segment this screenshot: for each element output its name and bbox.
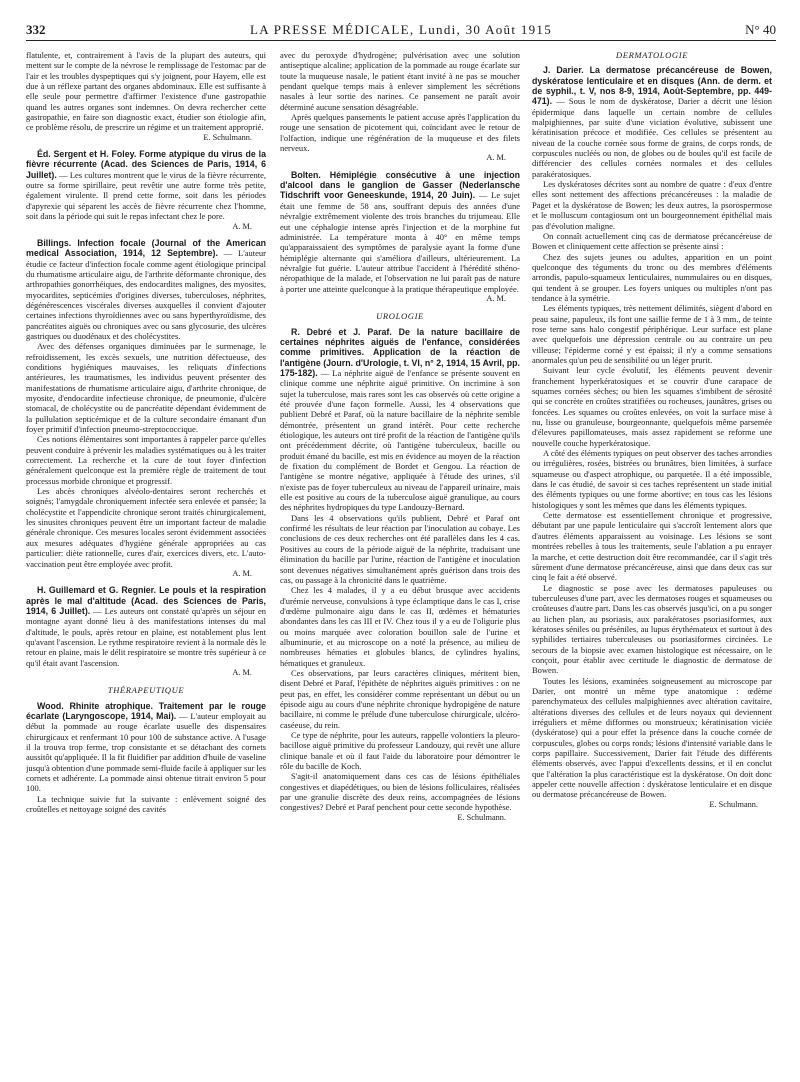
page-header (26, 22, 776, 38)
paragraph: Les abcès chroniques alvéolo-dentaires seront recherchés et soignés; l'amygdale chroniquement infectée sera enlevée et pansée; la cholécystite et l'appendicite chronique seront traités chirurgicalement, les sinusites chroniques peuvent être un important facteur de maladie générale chronique. Ces mesures locales seront évidemment associées aux mesures adéquates d'hygiène générale appropriées au cas particulier: diète rationnelle, cures d'air, exercices divers, etc. L'auto-vaccination peut être employée avec profit. (26, 486, 266, 569)
paragraph: — Sous le nom de dyskératose, Darier a décrit une lésion épidermique dans laquelle un certain nombre de cellules malpighiennes, par suite d'une viciation évolutive, subissent une kératinisation précoce et modifiée. Ces cellules se présentent au niveau de la couche cornée sous forme de grains, de corps ronds, de corpuscules nucléés ou non, de globes ou de boules qu'il est facile de différencier des cellules cornées normales et des cellules parakératosiques. (532, 96, 772, 179)
article-continued (26, 50, 266, 143)
signature: E. Schulmann. (203, 132, 252, 142)
signature: A. M. (486, 153, 506, 163)
signature: A. M. (232, 221, 252, 231)
article-debre-paraf (280, 327, 520, 824)
article-bolten (280, 170, 520, 304)
page-number: 332 (26, 22, 46, 37)
paragraph: Ce type de néphrite, pour les auteurs, rappelle volontiers la pleuro-bacillose aiguë primitive du professeur Landouzy, qui revêt une allure clinique banale et où il faut l'aide du laboratoire pour démontrer le rôle du bacille de Koch. (280, 730, 520, 772)
section-heading-therapeutique: THÉRAPEUTIQUE (107, 685, 185, 696)
column-2 (280, 50, 520, 1072)
paragraph: Ces observations, par leurs caractères cliniques, méritent bien, disent Debré et Paraf, l'épithète de néphrites aiguës primitives : on ne peut pas, en effet, les considérer comme représentant un début ou un épisode aigu au cours d'une néphrite chronique hydropigène de nature bacillaire, ni comme le prélude d'une tuberculose chirurgicale, ulcéro-caséeuse, du rein. (280, 667, 520, 730)
article-guillemard-regnier (26, 585, 266, 678)
paragraph: Ces notions élémentaires sont importantes à rappeler parce qu'elles peuvent conduire à prévenir les maladies systématiques ou à les traiter correctement. La recherche et la cure de tout foyer d'infection généralement quelconque est la première règle de traitement de tout processus morbide chronique et progressif. (26, 434, 266, 486)
column-3 (532, 50, 772, 1072)
column-1 (26, 50, 266, 1072)
paragraph: S'agit-il anatomiquement dans ces cas de lésions épithéliales congestives et diapédétiques, ou bien de lésions folliculaires, réalisées par une granulie discrète des deux reins, accompagnées de lésions congestives? Debré et Paraf penchent pour cette seconde hypothèse. (280, 771, 520, 813)
section-heading-urologie: UROLOGIE (376, 311, 424, 322)
paragraph: Suivant leur cycle évolutif, les éléments peuvent devenir franchement hyperkératosiques et se couvrir d'une carapace de squames cornées sèches; ou bien les squames s'imbibent de sérosité qui se concrète en croûtes stratifiées ou rocheuses, jaunâtres, grises ou foncées. Les squames ou croûtes enlevées, on voit la surface mise à nu, lisse ou granuleuse, bourgeonnante, quelquefois même parsemée d'élevures papillomateuses, mais assez rapidement se reforme une nouvelle couche hyperkératosique. (532, 365, 772, 448)
article-darier (532, 65, 772, 810)
article-heading: Wood. Rhinite atrophique. Traitement par le rouge écarlate (Laryngoscope, 1914, Mai). (26, 700, 266, 721)
article-wood (26, 701, 266, 815)
article-billings (26, 238, 266, 579)
article-heading: R. Debré et J. Paraf. De la nature bacillaire de certaines néphrites aiguës de l'enfance, considérées comme primitives. Application de la réaction de l'antigène (Journ. d'Urologie, t. VI, n° 2, 1914, 15 Avril, pp. 175-182). (280, 326, 520, 378)
article-sergent-foley (26, 149, 266, 232)
paragraph: Cette dermatose est essentiellement chronique et progressive, débutant par une papule lenticulaire qui s'accroît lentement alors que d'autres éléments apparaissent au voisinage. Les lésions se sont montrées rebelles à tous les traitements, seule l'ablation a pu enrayer la marche, et cette destruction doit être recommandée, car il s'agit très sûrement d'une dermatose précancéreuse, ainsi que dans deux cas sur cinq le fait a été observé. (532, 510, 772, 583)
paragraph: On connaît actuellement cinq cas de dermatose précancéreuse de Bowen et cliniquement cette affection se présente ainsi : (532, 230, 772, 252)
paragraph: — L'auteur employait au début la pommade au rouge écarlate usuelle des dispensaires chirurgicaux et renfermant 10 pour 100 de substance active. A l'usage il la trouva trop ferme, trop consistante et se détachant des cornets aussitôt qu'appliquée. Il la fit fluidifier par addition d'huile de vaseline jusqu'à obtention d'une pommade semi-fluide facile à appliquer sur les cornets et adhérente. La pommade ainsi obtenue titrait environ 5 pour 100. (26, 710, 266, 794)
signature: A. M. (232, 667, 252, 677)
article-heading: H. Guillemard et G. Regnier. Le pouls et la respiration après le mal d'altitude (Acad. des Sciences de Paris, 1914, 6 Juillet). (26, 585, 266, 616)
paragraph: Chez les 4 malades, il y a eu début brusque avec accidents d'urémie nerveuse, convulsions à type éclamptique dans le cas I, crise d'œdème pulmonaire aigu dans le cas II, œdèmes et hématuries abondantes dans les cas III et IV. Chez tous il y a eu de l'oligurie plus ou moins marquée avec coloration bouillon sale de l'urine et albuminurie, et au microscope on a noté la présence, au milieu de nombreuses hématies et globules blancs, de cylindres hyalins, hématiques et granuleux. (280, 585, 520, 668)
paragraph: — Le sujet était une femme de 58 ans, souffrant depuis des années d'une névralgie extrêmement violente des trois branches du trijumeau. Elle eut une céphalogie intense après l'injection et de la morphine fut administrée. La température monta à 40° en même temps qu'apparaissaient des symptômes de paralysie ayant la forme d'une hémiplégie alternante qui s'améliora d'ailleurs, ultérieurement. La névralgie fut guérie. L'auteur attribue l'accident à l'hérédité sthéno-néropathique de la malade, et l'observation ne lui paraît pas de nature à porter une atteinte quelconque à la pratique thérapeutique employée. (280, 190, 520, 294)
paragraph: — Les cultures montrent que le virus de la fièvre récurrente, outre sa forme spirillaire, peut revêtir une autre forme très petite, également virulente. Il prend cette forme, soit dans les périodes d'apyrexie qui séparent les accès de fièvre récurrente chez l'homme, soit dans la période qui suit le repas infectant chez le pore. (26, 169, 266, 222)
paragraph: Toutes les lésions, examinées soigneusement au microscope par Darier, ont montré un même type anatomique : œdème parenchymateux des cellules malpighiennes avec altération cavitaire, altérations diverses des cellules et de leurs noyaux qui deviennent irréguliers et même difformes ou monstrueux; kératinisation viciée (dyskératose) qui a pour effet la présence dans la couche cornée de corpuscules, globes ou corps ronds; lésions d'intensité variable dans le corps papillaire. Successivement, Darier fait l'étude des différents éléments observés, avec l'appui d'excellents dessins, et il en conclut que l'altération la plus caractéristique est la dyskératose. On doit donc appeler cette nouvelle affection : dyskératose lenticulaire et en disque ou dermatose précancéreuse de Bowen. (532, 675, 772, 800)
signature: A. M. (232, 568, 252, 578)
paragraph: Chez des sujets jeunes ou adultes, apparition en un point quelconque des téguments du tronc ou des membres d'éléments arrondis, papulo-squameux lenticulaires, nummulaires ou en disques, qui tendent à se grouper. Les foyers uniques ou multiples n'ont pas tendance à la symétrie. (532, 251, 772, 303)
paragraph: — La néphrite aiguë de l'enfance se présente souvent en clinique comme une néphrite aiguë primitive. On incrimine à son sujet la tuberculose, mais rares sont les cas observés où cette origine a été prouvée d'une façon formelle. Aussi, les 4 observations que publient Debré et Paraf, où la nature bacillaire de la néphrite semble démontrée, présentent un grand intérêt. Pour cette recherche étiologique, les auteurs ont tiré profit de la réaction de l'antigène qu'ils ont précédemment décrite, où l'antigène tuberculeux, bacille ou produit émané du bacille, est mis en évidence au moyen de la réaction de fixation du complément de Bordet et Gengou. La réaction de l'antigène se montre négative, appliquée à l'étude des urines, s'il n'existe pas de foyer tuberculeux au niveau de l'appareil urinaire, mais elle est positive au cours de la tuberculose aiguë granulique, au cours des néphrites hydropiques du type Landouzy-Bernard. (280, 367, 520, 513)
paragraph: La technique suivie fut la suivante : enlèvement soigné des croûtelles et nettoyage soigné des cavités (26, 793, 266, 815)
journal-title: LA PRESSE MÉDICALE, Lundi, 30 Août 1915 (249, 22, 553, 37)
section-heading-dermatologie: DERMATOLOGIE (615, 50, 689, 60)
paragraph: — L'auteur étudie ce facteur d'infection focale comme agent étiologique principal du rhumatisme articulaire aigu, de l'arthrite déformante chronique, des arthropathies gonorrhéiques, des endocardites malignes, des myosites, myocardites, septicémies d'origines diverses, tuberculoses, néphrites, dégénérescences viscérales diverses auxquelles il convient d'ajouter certaines infections thyroïdiennes avec ou sans hyperthyroïdisme, des pancréatites aiguës ou chroniques avec ou sans glycosurie, des ulcères gastriques ou duodénaux et des cholécystites. (26, 248, 266, 341)
article-heading: Éd. Sergent et H. Foley. Forme atypique du virus de la fièvre récurrente (Acad. des Sciences de Paris, 1914, 6 Juillet). (26, 149, 266, 180)
issue-number: N° 40 (745, 22, 776, 37)
paragraph: Les dyskératoses décrites sont au nombre de quatre : d'eux d'entre elles sont nettement des affections précancéreuses : la maladie de Paget et la dyskératose de Bowen; les deux autres, la psorospermose et le molluscum contagiosum ont un bourgeonnement épithélial mais pas d'évolution maligne. (532, 179, 772, 231)
article-heading: Bolten. Hémiplégie consécutive à une injection d'alcool dans le ganglion de Gasser (Nederlansche Tidschrift voor Geneeskunde, 1914, 20 Juin). (280, 169, 520, 201)
signature: E. Schulmann. (709, 799, 758, 809)
paragraph: Après quelques pansements le patient accuse après l'application du rouge une sensation de picotement qui, coïncidant avec le retour de l'olfaction, indique une régénération de la muqueuse et des filets nerveux. (280, 112, 520, 154)
paragraph: avec du peroxyde d'hydrogène; pulvérisation avec une solution antiseptique alcaline; application de la pommade au rouge écarlate sur toute la muqueuse nasale, le patient étant invité à ne pas se moucher pendant quelque temps mais à enlever simplement les sécrétions nasales à leur sortie des narines. Ce pansement ne paraît avoir déterminé aucune sensation désagréable. (280, 50, 520, 112)
article-heading: J. Darier. La dermatose précancéreuse de Bowen, dyskératose lenticulaire et en disques (Ann. de derm. et de syphil., t. V, nos 8-9, 1914, Août-Septembre, pp. 449-471). (532, 65, 772, 107)
paragraph: — Les auteurs ont constaté qu'après un séjour en montagne ayant donné lieu à des manifestations intenses du mal d'altitude, le pouls, après retour en plaine, est notablement plus lent qu'avant l'ascension. Le rythme respiratoire revient à la normale dès le retour en plaine, mais le délit respiratoire se montre très supérieur à ce qu'il était avant l'ascension. (26, 605, 266, 668)
paragraph: Le diagnostic se pose avec les dermatoses papuleuses ou tuberculeuses d'une part, avec les dermatoses rouges et squameuses ou croûteuses d'autre part. Dans les cas observés jusqu'ici, on a pu songer au lichen plan, au psoriasis, aux parakératoses psoriasiformes, aux kératoses séniles ou préséniles, au lupus érythémateux et surtout à des syphilides tertiaires tuberculeuses ou psoriasiformes circinées. Le secours de la biopsie avec examen histologique est nécessaire, on le conçoit, pour établir avec certitude le diagnostic de dermatose de Bowen. (532, 582, 772, 676)
article-wood-continued (280, 50, 520, 164)
paragraph: A côté des éléments typiques on peut observer des taches arrondies ou irrégulières, rosées, bistrées ou brunâtres, bien limitées, à surface squameuse ou d'aspect atrophique, ou parquetée. Il a été impossible, dans le cas étudié, de savoir si ces taches représentent un stade initial des éléments typiques ou une forme abortive; en tous cas les lésions histologiques y sont les mêmes que dans les éléments typiques. (532, 448, 772, 510)
paragraph: Avec des défenses organiques diminuées par le surmenage, le refroidissement, les excès sexuels, une nutrition défectueuse, des conditions hygiéniques mauvaises, les reliquats d'infections antérieures, les traumatismes, les individus peuvent présenter des manifestations de rhumatisme articulaire aigu, d'arthrite chronique, de myosite, d'endocardite infectieuse chronique, de pneumonie, d'ulcère stomacal, de cholécystite ou de pancréatite dépendant évidemment de la pullulation septicémique et de la culture secondaire émanant d'un foyer primitif d'infection pneumo-streptococcique. (26, 341, 266, 435)
paragraph: Dans les 4 observations qu'ils publient, Debré et Paraf ont confirmé les résultats de leur réaction par l'inoculation au cobaye. Les conclusions de ces deux recherches ont été parallèles dans les 4 cas. Positives au cours de la période aiguë de la néphrite, traduisant une élimination du bacille par l'urine, réaction de l'antigène et inoculation sont devenues négatives simultanément après guérison dans trois des cas, ou passage à la chronicité dans le quatrième. (280, 512, 520, 585)
signature: E. Schulmann. (457, 812, 506, 822)
article-heading: Billings. Infection focale (Journal of the American medical Association, 1914, 12 Septembre). (26, 237, 266, 259)
signature: A. M. (486, 293, 506, 303)
paragraph: Les éléments typiques, très nettement délimités, siègent d'abord en peau saine, papuleux, ils font une saillie ferme de 1 à 3 mm., de teinte rose terne sans halo congestif périphérique. Leur surface est plane avec quelquefois une dépression centrale ou au contraire un peu villeuse; l'épiderme corné y est épaissi; il n'y a comme sensations anormales qu'un peu de sensibilité ou un léger prurit. (532, 303, 772, 365)
header-rule (26, 40, 776, 41)
paragraph: flatulente, et, contrairement à l'avis de la plupart des auteurs, qui mettent sur le compte de la névrose le remplissage de l'estomac par de l'air et les troubles dyspeptiques qui s'y joignent, pour Hayem, elle est due à un réflexe partant des organes abdominaux. Elle est suffisante à elle seule pour permettre d'affirmer l'existence d'une gastropathie quand les autres organes sont indemnes. On devra rechercher cette gastropathie, en faire son diagnostic exact, étudier son étiologie afin, ce problème résolu, de prescrire un régime et un traitement approprié. (26, 50, 266, 133)
